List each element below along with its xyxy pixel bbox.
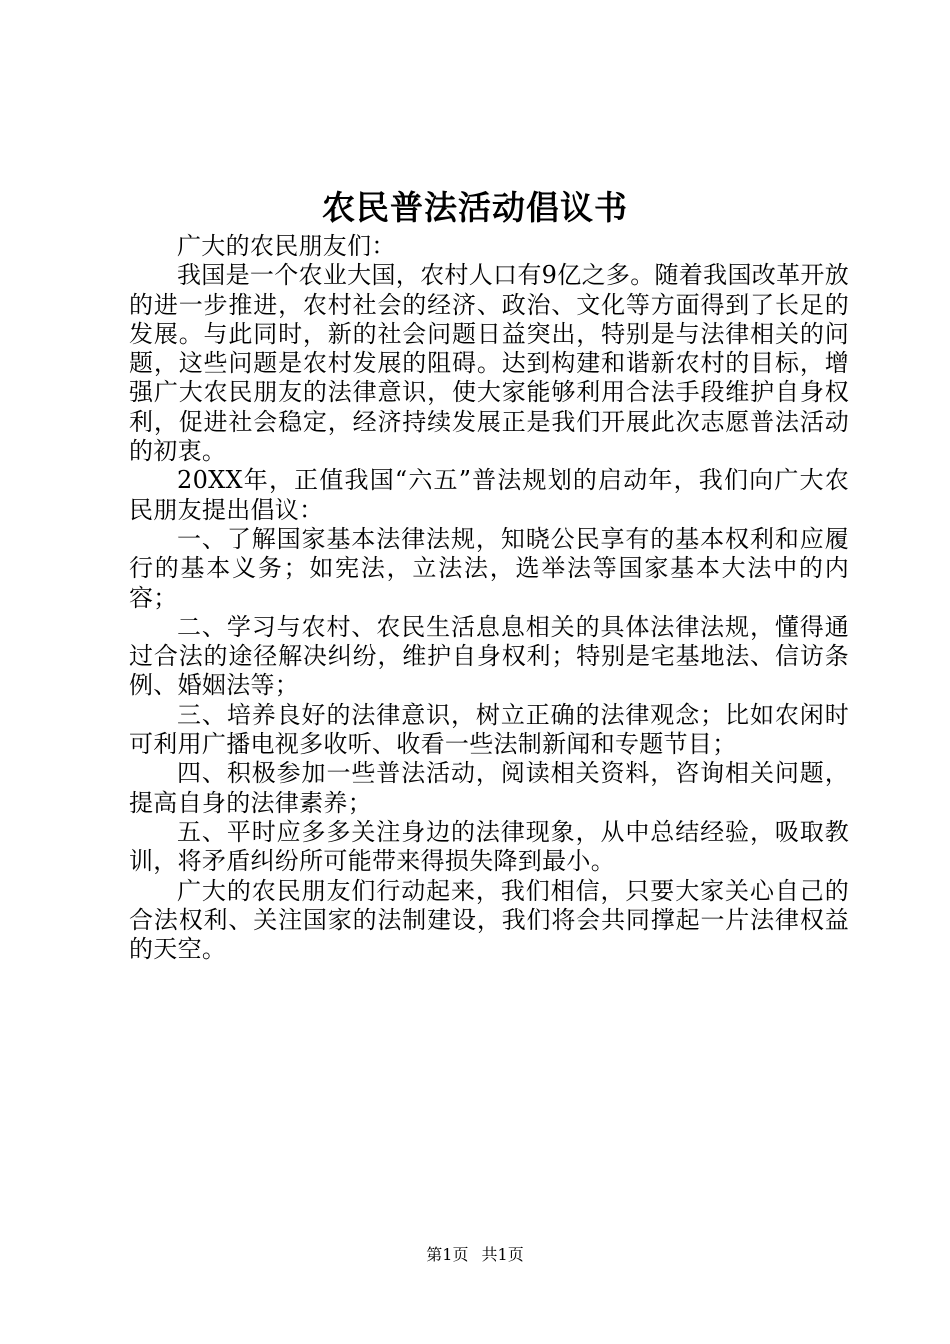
page-title: 农民普法活动倡议书: [322, 188, 628, 227]
paragraph-item-5: 五、平时应多多关注身边的法律现象，从中总结经验，吸取教训，将矛盾纠纷所可能带来得损失降到最小。: [129, 817, 849, 876]
salutation: 广大的农民朋友们：: [177, 232, 396, 260]
document-body: [129, 232, 849, 964]
paragraph-closing: 广大的农民朋友们行动起来，我们相信，只要大家关心自己的合法权利、关注国家的法制建设，我们将会共同撑起一片法律权益的天空。: [129, 876, 849, 964]
paragraph-item-1: 一、了解国家基本法律法规，知晓公民享有的基本权利和应履行的基本义务；如宪法，立法法，选举法等国家基本大法中的内容；: [129, 524, 849, 612]
page-footer: [0, 1243, 950, 1267]
paragraph-intro: 我国是一个农业大国，农村人口有9亿之多。随着我国改革开放的进一步推进，农村社会的经济、政治、文化等方面得到了长足的发展。与此同时，新的社会问题日益突出，特别是与法律相关的问题，这些问题是农村发展的阻碍。达到构建和谐新农村的目标，增强广大农民朋友的法律意识，使大家能够利用合法手段维护自身权利，促进社会稳定，经济持续发展正是我们开展此次志愿普法活动的初衷。: [129, 261, 849, 466]
paragraph-item-4: 四、积极参加一些普法活动，阅读相关资料，咨询相关问题，提高自身的法律素养；: [129, 759, 849, 817]
paragraph-item-3: 三、培养良好的法律意识，树立正确的法律观念；比如农闲时可利用广播电视多收听、收看一些法制新闻和专题节目；: [129, 700, 849, 759]
paragraph-item-2: 二、学习与农村、农民生活息息相关的具体法律法规，懂得通过合法的途径解决纠纷，维护自身权利；特别是宅基地法、信访条例、婚姻法等；: [129, 612, 849, 700]
paragraph-proposal: 20XX年，正值我国“六五”普法规划的启动年，我们向广大农民朋友提出倡议：: [129, 466, 849, 524]
page-number-current: 第1页: [426, 1245, 469, 1264]
page-number-total: 共1页: [481, 1245, 524, 1264]
